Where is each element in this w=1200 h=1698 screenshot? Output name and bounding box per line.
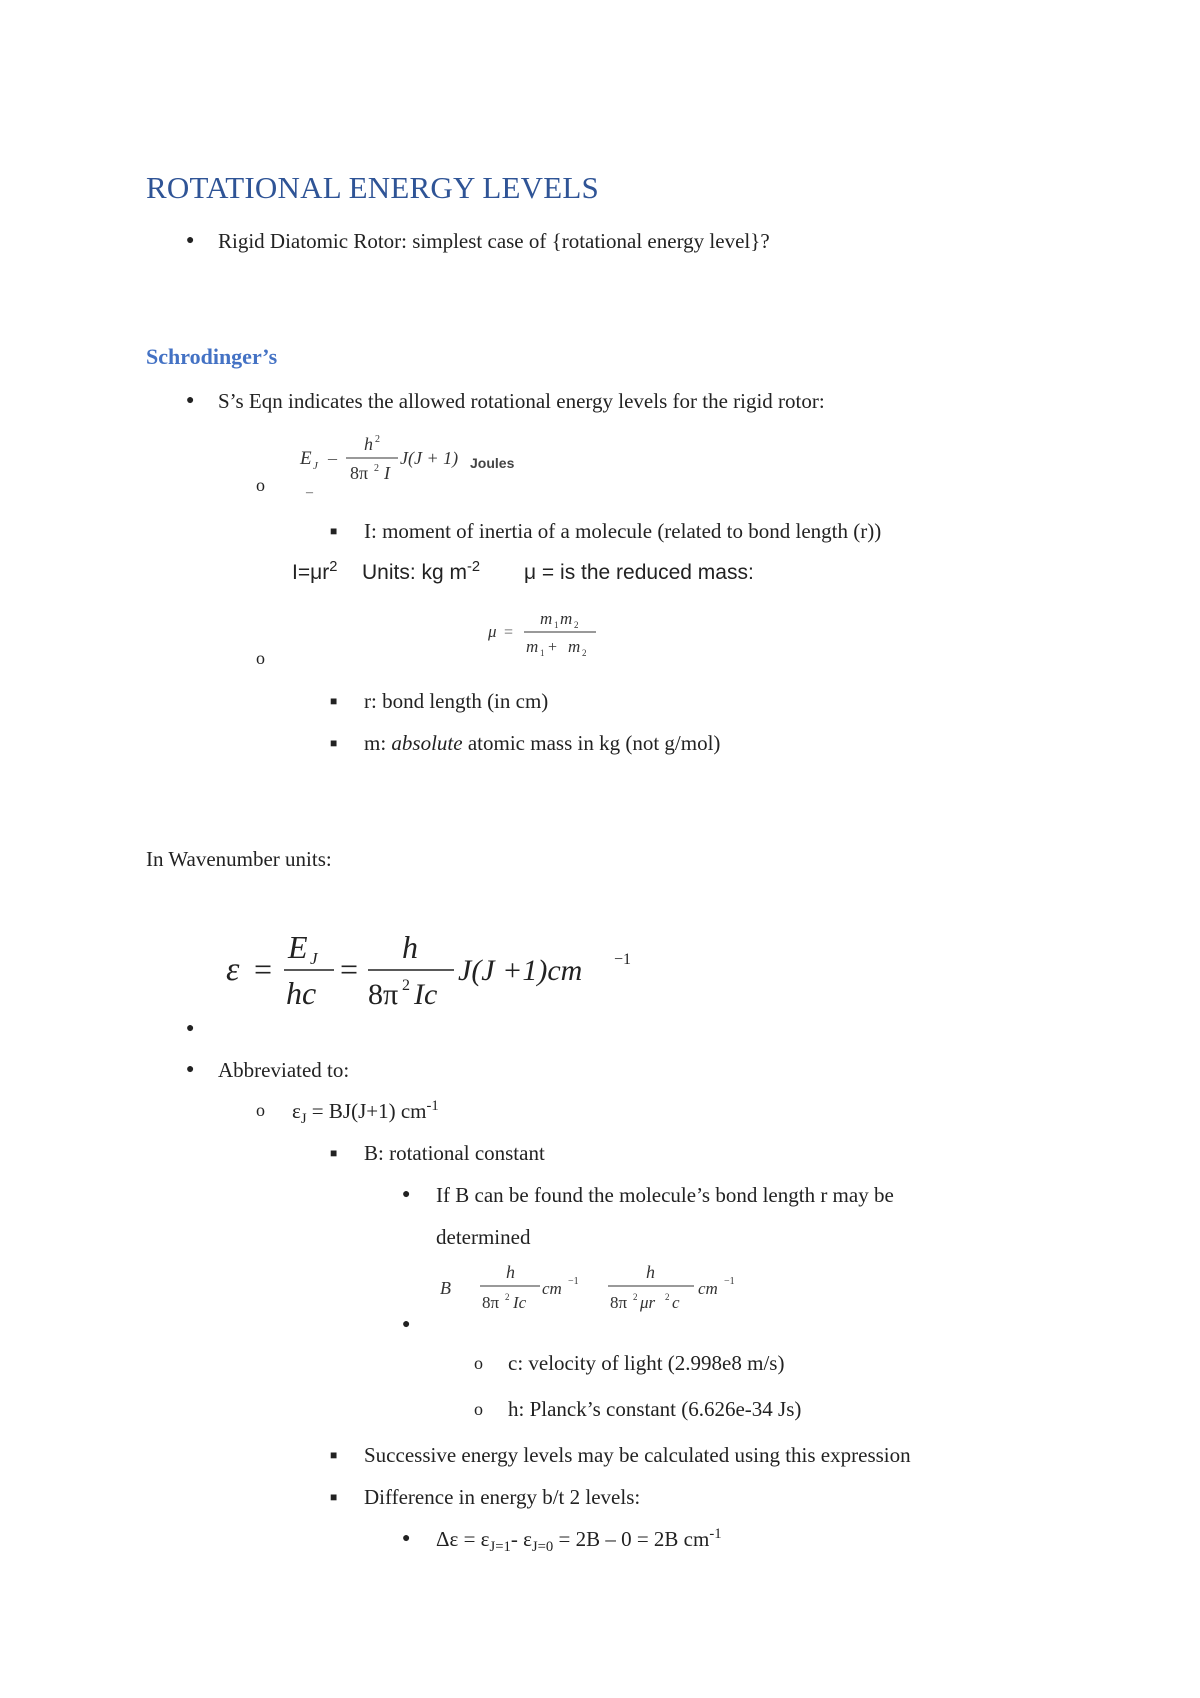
joules-equation bbox=[292, 428, 542, 500]
r-item-text: r: bond length (in cm) bbox=[364, 689, 549, 713]
square-bullet-icon: ■ bbox=[330, 1490, 338, 1504]
bullet-icon: ● bbox=[402, 1531, 411, 1546]
delta-sup: -1 bbox=[709, 1526, 722, 1542]
b-f2-den-sup: 2 bbox=[633, 1292, 638, 1302]
b-f1-den-a: 8π bbox=[482, 1293, 500, 1312]
m-item-italic: absolute bbox=[391, 731, 463, 755]
b-bullet-line2: determined bbox=[436, 1225, 531, 1249]
square-bullet-icon: ■ bbox=[330, 1146, 338, 1160]
units-label: Units: kg m bbox=[362, 561, 468, 584]
wave-tail: J(J +1)cm bbox=[458, 954, 583, 987]
circle-bullet-icon: o bbox=[474, 1353, 483, 1373]
bullet-icon: ● bbox=[402, 1317, 411, 1332]
eq-lhs: E bbox=[300, 448, 312, 469]
b-f2-den-c: c bbox=[672, 1293, 680, 1312]
eps-j-sup: -1 bbox=[426, 1098, 439, 1114]
delta-prefix: Δε = ε bbox=[436, 1527, 490, 1551]
inertia-formula-text: I=μr bbox=[292, 561, 330, 584]
wave-frac1-den: hc bbox=[286, 975, 317, 1011]
b-f2-unit: cm bbox=[698, 1279, 718, 1298]
bullet-icon: ● bbox=[186, 1062, 195, 1077]
b-f1-unit: cm bbox=[542, 1279, 562, 1298]
square-bullet-icon: ■ bbox=[330, 736, 338, 750]
b-f2-den-sup2: 2 bbox=[665, 1292, 670, 1302]
b-f1-num: h bbox=[506, 1262, 515, 1282]
inertia-units bbox=[362, 560, 480, 586]
mu-den-sub1: 1 bbox=[540, 648, 545, 658]
eps-j-eps: ε bbox=[292, 1099, 301, 1123]
successive-item-text: Successive energy levels may be calculated using this expression bbox=[364, 1443, 911, 1467]
wave-eq2: = bbox=[340, 951, 359, 987]
circle-bullet-icon: o bbox=[474, 1399, 483, 1419]
wave-eq1: = bbox=[254, 951, 273, 987]
circle-bullet-icon: o bbox=[256, 475, 265, 495]
wave-frac1-num: E bbox=[288, 929, 308, 965]
units-sup: -2 bbox=[467, 559, 481, 575]
eq-den-tail: I bbox=[384, 463, 390, 483]
bullet-icon: ● bbox=[402, 1187, 411, 1202]
bullet-icon: ● bbox=[186, 393, 195, 408]
b-f2-den-a: 8π bbox=[610, 1293, 628, 1312]
eps-j-rest: = BJ(J+1) cm bbox=[306, 1099, 427, 1123]
eq-num: h bbox=[364, 434, 373, 454]
wave-frac2-den-b: Ic bbox=[414, 978, 438, 1011]
square-bullet-icon: ■ bbox=[330, 524, 338, 538]
circle-bullet-icon: o bbox=[256, 648, 265, 668]
abbrev-label: Abbreviated to: bbox=[218, 1058, 350, 1082]
b-lhs: B bbox=[440, 1278, 451, 1298]
wave-frac2-den-sup: 2 bbox=[402, 977, 410, 994]
svg-text:=: = bbox=[504, 624, 514, 641]
b-item-text: B: rotational constant bbox=[364, 1141, 545, 1165]
b-f2-unit-sup: −1 bbox=[724, 1276, 735, 1287]
wave-frac2-num: h bbox=[402, 929, 418, 965]
s-eqn-bullet-text: S’s Eqn indicates the allowed rotational energy levels for the rigid rotor: bbox=[218, 389, 825, 413]
delta-formula bbox=[436, 1526, 722, 1556]
mu-num-m2: m bbox=[560, 609, 573, 628]
mu-den-m1: m bbox=[526, 637, 539, 656]
eq-lhs-sub: J bbox=[313, 460, 318, 472]
square-bullet-icon: ■ bbox=[330, 694, 338, 708]
section-heading: Schrodinger’s bbox=[146, 344, 278, 369]
mu-den-plus: + bbox=[544, 639, 562, 656]
mu-num-m1: m bbox=[540, 609, 553, 628]
svg-text:–: – bbox=[328, 448, 337, 468]
wave-eps: ε bbox=[226, 951, 240, 988]
circle-bullet-icon: o bbox=[256, 1100, 265, 1120]
b-f2-num: h bbox=[646, 1262, 655, 1282]
bullet-icon: ● bbox=[186, 233, 195, 248]
delta-rest: = 2B – 0 = 2B cm bbox=[553, 1527, 710, 1551]
mu-den-m2: m bbox=[568, 637, 581, 656]
wave-tail-sup: −1 bbox=[614, 951, 632, 968]
wavenumber-label: In Wavenumber units: bbox=[146, 847, 332, 871]
eq-unit: Joules bbox=[470, 455, 515, 471]
difference-item-text: Difference in energy b/t 2 levels: bbox=[364, 1485, 641, 1509]
inertia-formula-sup: 2 bbox=[329, 559, 338, 575]
b-bullet-line1: If B can be found the molecule’s bond length r may be bbox=[436, 1183, 894, 1207]
b-f1-den-b: Ic bbox=[513, 1293, 527, 1312]
delta-sub1: J=1 bbox=[489, 1539, 511, 1556]
h-item-text: h: Planck’s constant (6.626e-34 Js) bbox=[508, 1397, 802, 1421]
delta-mid: - ε bbox=[510, 1527, 532, 1551]
mu-num-sub2: 2 bbox=[574, 620, 579, 630]
eq-num-sup: 2 bbox=[375, 434, 380, 445]
reduced-mass-equation bbox=[484, 604, 614, 666]
b-equation bbox=[436, 1258, 766, 1324]
intro-bullet-text: Rigid Diatomic Rotor: simplest case of {rotational energy level}? bbox=[218, 229, 770, 253]
mu-num-sub1: 1 bbox=[554, 620, 559, 630]
c-item-text: c: velocity of light (2.998e8 m/s) bbox=[508, 1351, 785, 1375]
eq-dash: – bbox=[306, 485, 313, 500]
eps-j-formula bbox=[292, 1098, 439, 1128]
inertia-formula bbox=[292, 560, 337, 586]
delta-sub2: J=0 bbox=[531, 1539, 554, 1556]
eq-den-sup: 2 bbox=[374, 463, 379, 474]
mu-lhs: μ bbox=[488, 622, 497, 641]
b-f1-unit-sup: −1 bbox=[568, 1276, 579, 1287]
bullet-icon: ● bbox=[186, 1021, 195, 1036]
inertia-item-text: I: moment of inertia of a molecule (related to bond length (r)) bbox=[364, 519, 882, 543]
m-item bbox=[364, 730, 720, 756]
m-item-suffix: atomic mass in kg (not g/mol) bbox=[462, 731, 721, 755]
eq-den: 8π bbox=[350, 463, 369, 483]
reduced-mass-label: μ = is the reduced mass: bbox=[524, 561, 754, 584]
b-f2-den-b: μr bbox=[640, 1293, 656, 1312]
mu-den-sub2: 2 bbox=[582, 648, 587, 658]
wave-frac2-den-a: 8π bbox=[368, 978, 399, 1011]
wave-frac1-num-sub: J bbox=[310, 949, 318, 968]
page-title: ROTATIONAL ENERGY LEVELS bbox=[146, 170, 599, 205]
eps-j-sub: J bbox=[300, 1111, 307, 1128]
b-f1-den-sup: 2 bbox=[505, 1292, 510, 1302]
eq-factor: J(J + 1) bbox=[400, 448, 459, 468]
wavenumber-equation bbox=[218, 920, 658, 1020]
square-bullet-icon: ■ bbox=[330, 1448, 338, 1462]
m-item-prefix: m: bbox=[364, 731, 392, 755]
